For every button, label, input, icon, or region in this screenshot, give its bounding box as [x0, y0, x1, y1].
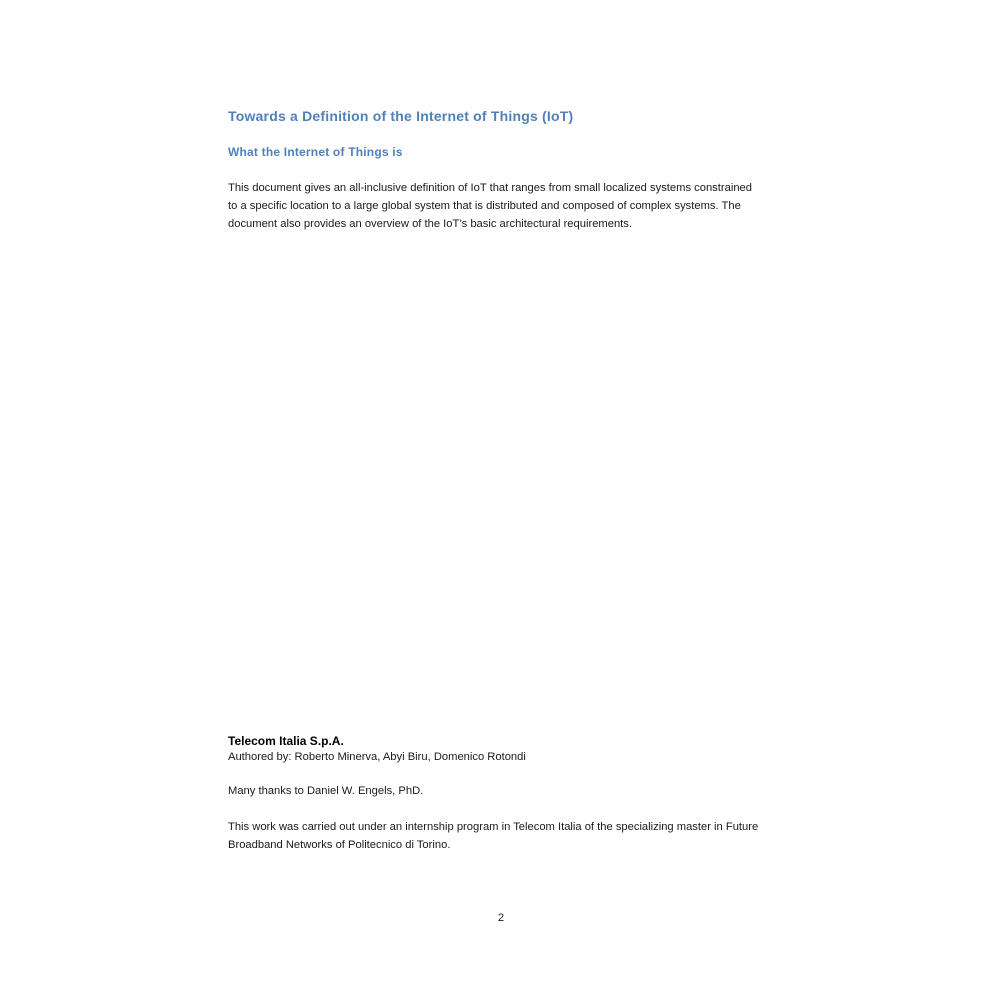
internship-note: This work was carried out under an internship program in Telecom Italia of the specializing master in Future Broadband Networks of Politecnico di Torino.: [228, 821, 759, 851]
abstract-paragraph: This document gives an all-inclusive definition of IoT that ranges from small localized systems constrained to a specific location to a large global system that is distributed and composed of complex systems. The document also provides an overview of the IoT’s basic architectural requirements.: [228, 182, 752, 230]
document-subtitle: What the Internet of Things is: [228, 145, 403, 159]
page-number: 2: [497, 912, 505, 924]
organization-name: Telecom Italia S.p.A.: [228, 734, 344, 748]
acknowledgement-line: Many thanks to Daniel W. Engels, PhD.: [228, 785, 424, 797]
authors-line: Authored by: Roberto Minerva, Abyi Biru, Domenico Rotondi: [228, 751, 526, 763]
document-title: Towards a Definition of the Internet of Things (IoT): [228, 108, 574, 124]
